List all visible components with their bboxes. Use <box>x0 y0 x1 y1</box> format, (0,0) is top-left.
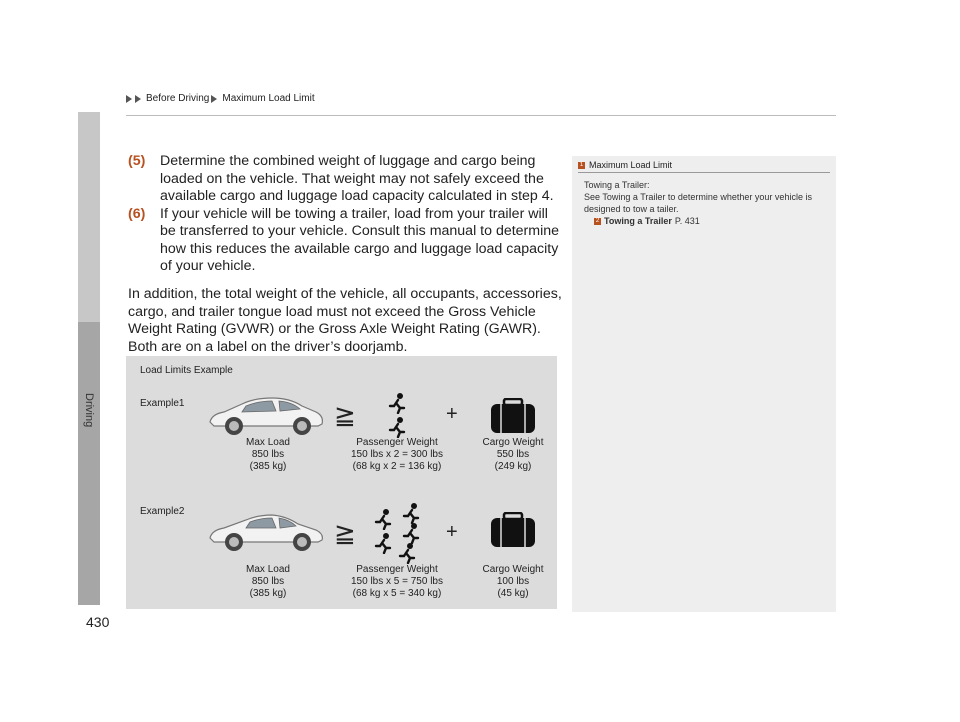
note-marker-icon: 1 <box>579 162 584 168</box>
caption-line: Cargo Weight <box>482 564 544 575</box>
caption-line: 850 lbs <box>251 449 285 460</box>
passenger-icon <box>374 532 392 554</box>
example-label: Example1 <box>140 398 185 409</box>
caption-line: (68 kg x 2 = 136 kg) <box>352 461 442 472</box>
greater-equal-symbol: ≧ <box>334 518 356 548</box>
step-text: Determine the combined weight of luggage and cargo being loaded on the vehicle. That weight may not safely exceed the available cargo and luggage load capacity calculated in step 4. <box>160 153 554 204</box>
caption-line: Passenger Weight <box>356 564 438 575</box>
luggage-icon <box>490 398 536 434</box>
side-bar-top <box>78 112 100 322</box>
step-item <box>128 153 566 206</box>
plus-symbol: + <box>446 521 458 543</box>
breadcrumb-item[interactable]: Before Driving <box>146 93 210 104</box>
max-load-caption <box>218 437 318 473</box>
load-limits-diagram <box>126 356 557 609</box>
reference-title[interactable]: Towing a Trailer <box>604 216 672 226</box>
side-note-reference[interactable] <box>584 215 824 227</box>
caption-line: Passenger Weight <box>356 437 438 448</box>
caption-line: 150 lbs x 5 = 750 lbs <box>350 576 443 587</box>
caption-line: (385 kg) <box>249 461 287 472</box>
passenger-icon <box>388 392 406 414</box>
caption-line: 550 lbs <box>496 449 530 460</box>
header-rule <box>126 115 836 116</box>
breadcrumb <box>126 93 315 104</box>
greater-equal-symbol: ≧ <box>334 400 356 430</box>
cargo-weight-caption <box>469 564 557 600</box>
passenger-weight-caption <box>332 437 462 473</box>
max-load-caption <box>218 564 318 600</box>
side-note <box>572 156 836 612</box>
section-tab[interactable] <box>78 322 100 605</box>
car-icon <box>206 390 326 438</box>
section-tab-label: Driving <box>83 392 95 428</box>
breadcrumb-arrow-icon <box>126 95 132 103</box>
diagram-title: Load Limits Example <box>140 365 233 376</box>
breadcrumb-arrow-icon <box>211 95 217 103</box>
step-number: (5) <box>128 153 146 169</box>
caption-line: (45 kg) <box>497 588 529 599</box>
side-note-title: Maximum Load Limit <box>589 160 673 170</box>
reference-page[interactable]: P. 431 <box>674 216 700 226</box>
passenger-icon <box>402 522 420 544</box>
page-reference-icon: 2 <box>595 217 600 224</box>
passenger-icon <box>402 502 420 524</box>
side-note-text: See Towing a Trailer to determine whether your vehicle is designed to tow a tailer. <box>584 192 812 214</box>
passenger-icon <box>374 508 392 530</box>
plus-symbol: + <box>446 403 458 425</box>
page-number: 430 <box>86 614 110 630</box>
caption-line: 150 lbs x 2 = 300 lbs <box>350 449 443 460</box>
step-text: If your vehicle will be towing a trailer, load from your trailer will be transferred to your vehicle. Consult this manual to determine how this reduces the available cargo and luggage load capacity of your vehicle. <box>160 205 560 274</box>
caption-line: (385 kg) <box>249 588 287 599</box>
caption-line: 850 lbs <box>251 576 285 587</box>
cargo-weight-caption <box>469 437 557 473</box>
passenger-icon <box>398 542 416 564</box>
car-icon <box>206 506 326 554</box>
side-note-header <box>572 156 836 172</box>
passenger-weight-caption <box>332 564 462 600</box>
luggage-icon <box>490 512 536 548</box>
caption-line: 100 lbs <box>496 576 530 587</box>
steps-list <box>128 153 566 276</box>
caption-line: Max Load <box>246 564 290 575</box>
step-number: (6) <box>128 205 146 222</box>
caption-line: Max Load <box>246 437 290 448</box>
example-label: Example2 <box>140 506 185 517</box>
side-note-body <box>572 173 836 233</box>
caption-line: (249 kg) <box>494 461 532 472</box>
breadcrumb-item[interactable]: Maximum Load Limit <box>222 93 315 104</box>
caption-line: (68 kg x 5 = 340 kg) <box>352 588 442 599</box>
side-note-subtitle: Towing a Trailer: <box>584 180 650 190</box>
breadcrumb-arrow-icon <box>135 95 141 103</box>
step-item <box>128 206 566 276</box>
caption-line: Cargo Weight <box>482 437 544 448</box>
body-paragraph: In addition, the total weight of the vehicle, all occupants, accessories, cargo, and trailer tongue load must not exceed the Gross Vehicle Weight Rating (GVWR) or the Gross Axle Weight Rating (GAWR). Both are on a label on the driver’s doorjamb. <box>128 286 562 355</box>
passenger-icon <box>388 416 406 438</box>
